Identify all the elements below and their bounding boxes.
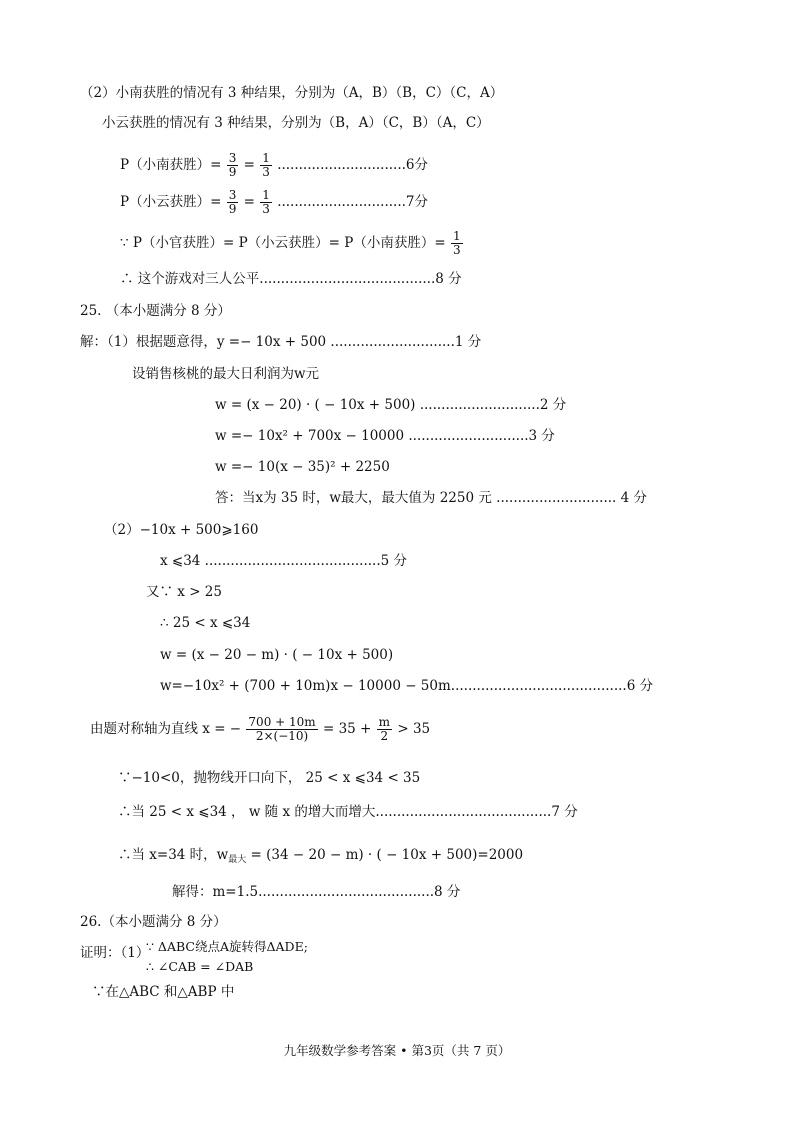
q25-a4: w =− 10x² + 700x − 10000 ............................3 分	[215, 428, 555, 444]
q25-b11: 解得：m=1.5.........................................8 分	[172, 884, 461, 900]
q25-heading: 25. （本小题满分 8 分）	[80, 303, 231, 319]
q25-a1: 解：（1）根据题意得，y =− 10x + 500 .............................1 分	[80, 334, 482, 350]
fraction: $\frac{1}{3}$	[262, 188, 270, 216]
subscript: 最大	[228, 855, 247, 865]
axis-of-symmetry-line: 由题对称轴为直线 x = − $\frac{700 + 10m}{2\times(-10)}$ = 35 + $\frac{m}{2}$ > 35	[90, 715, 431, 743]
q26-c1: ∵ ΔABC绕点A旋转得ΔADE;	[146, 939, 308, 954]
q25-b6: w=−10x² + (700 + 10m)x − 10000 − 50m.........................................6 分	[160, 678, 654, 694]
q25-a5: w =− 10(x − 35)² + 2250	[215, 459, 390, 475]
q26-c2: ∴ ∠CAB = ∠DAB	[146, 959, 254, 974]
fraction: $\frac{700 + 10m}{2\times(-10)}$	[248, 715, 316, 743]
q25-a6: 答：当x为 35 时，w最大，最大值为 2250 元 ............................ 4 分	[215, 490, 647, 506]
q25-b2: x ⩽34 .........................................5 分	[160, 553, 408, 569]
q25-a3: w = (x − 20) · ( − 10x + 500) ............................2 分	[215, 397, 567, 413]
score-dots: ..............................6分	[277, 157, 429, 173]
q25-b9: ∴当 25 < x ⩽34 ， w 随 x 的增大而增大.........................................7 分	[118, 804, 578, 820]
q26-proof-label: 证明：（1）	[80, 945, 150, 961]
fraction: $\frac{1}{3}$	[262, 151, 270, 179]
prob-equal-line: ∵ P（小官获胜）= P（小云获胜）= P（小南获胜）= $\frac{1}{3}$	[120, 229, 461, 257]
q25-b1: （2）−10x + 500⩾160	[104, 522, 259, 538]
fraction: $\frac{m}{2}$	[378, 715, 391, 743]
prob-xiaonan-line: P（小南获胜）= $\frac{3}{9}$ = $\frac{1}{3}$ ..............................6分	[120, 151, 429, 179]
q26-c4: ∵在△ABC 和△ABP 中	[92, 984, 235, 1000]
q26-heading: 26.（本小题满分 8 分）	[80, 914, 227, 930]
fraction: $\frac{1}{3}$	[452, 229, 461, 257]
fraction: $\frac{3}{9}$	[228, 151, 237, 179]
page-footer: 九年级数学参考答案 • 第3页（共 7 页）	[283, 1043, 511, 1058]
p2-line2: 小云获胜的情况有 3 种结果，分别为（B，A）（C，B）（A，C）	[102, 115, 490, 131]
prob-label: P（小云获胜）=	[120, 194, 222, 210]
q25-b10: ∴当 x=34 时，$w_{最大} = (34 - 20 - m)$ · ( − 10x + 500)=2000	[118, 847, 524, 865]
q25-a2: 设销售核桃的最大日利润为w元	[132, 366, 320, 382]
q25-b8: ∵−10<0，抛物线开口向下， 25 < x ⩽34 < 35	[118, 770, 421, 786]
q25-b4: ∴ 25 < x ⩽34	[160, 615, 251, 631]
score-dots: ..............................7分	[277, 194, 429, 210]
prob-xiaoyun-line: P（小云获胜）= $\frac{3}{9}$ = $\frac{1}{3}$ ..............................7分	[120, 188, 429, 216]
fair-conclusion: ∴ 这个游戏对三人公平.........................................8 分	[120, 271, 462, 287]
q25-b5: w = (x − 20 − m) · ( − 10x + 500)	[160, 647, 394, 663]
prob-label: P（小南获胜）=	[120, 157, 222, 173]
q25-b3: 又∵ x > 25	[146, 584, 222, 600]
p2-line1: （2）小南获胜的情况有 3 种结果，分别为（A，B）（B，C）（C，A）	[80, 85, 504, 101]
fraction: $\frac{3}{9}$	[228, 188, 237, 216]
